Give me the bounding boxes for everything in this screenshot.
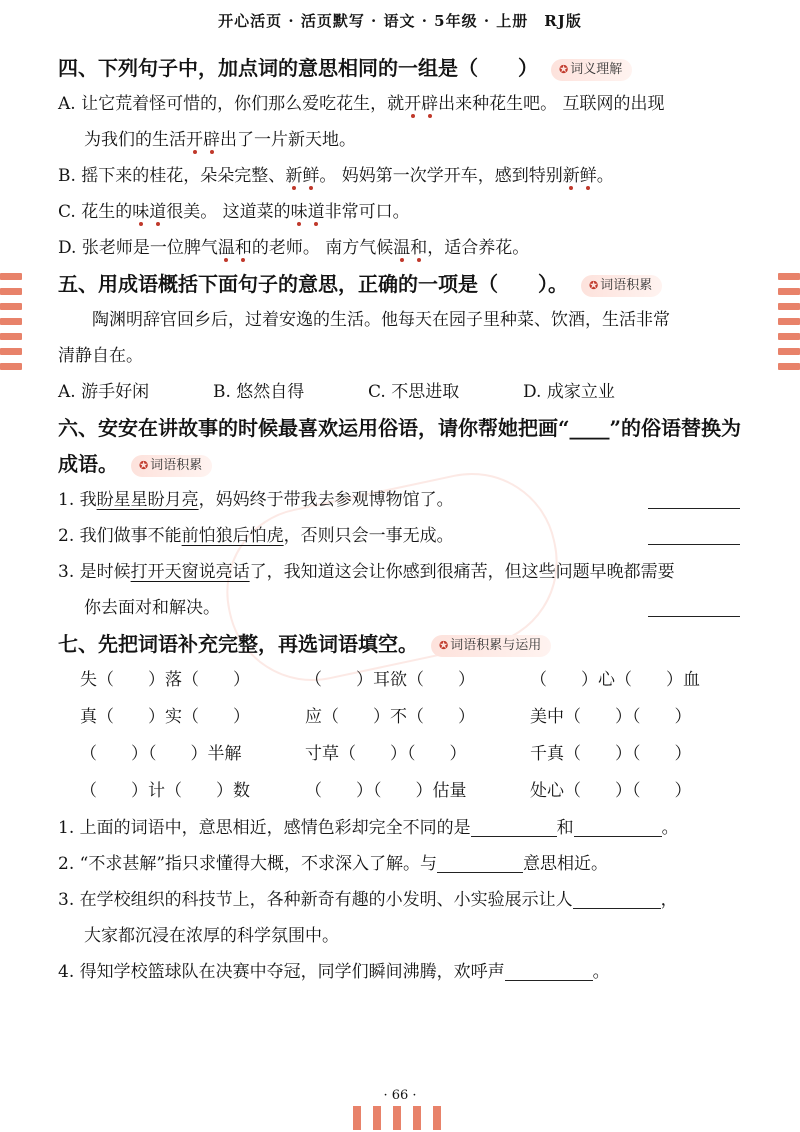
idiom-cell[interactable]: 千真（ ）（ ） bbox=[530, 744, 692, 764]
section-6-tag: ✪ 词语积累 bbox=[131, 455, 212, 477]
answer-blank[interactable] bbox=[471, 814, 557, 837]
emphasis-char: 道 bbox=[149, 202, 167, 222]
section-7-tag: ✪ 词语积累与运用 bbox=[431, 635, 551, 657]
passage-line2: 清静自在。 bbox=[58, 346, 143, 366]
passage-line1: 陶渊明辞官回乡后，过着安逸的生活。他每天在园子里种菜、饮酒，生活非常 bbox=[92, 310, 670, 330]
emphasis-char: 新 bbox=[285, 166, 303, 186]
answer-blank[interactable] bbox=[648, 616, 740, 617]
section-4-title: 四、下列句子中，加点词的意思相同的一组是（ ） ✪ 词义理解 bbox=[58, 50, 748, 86]
idiom-cell[interactable]: 失（ ）落（ ） bbox=[80, 670, 250, 690]
answer-blank[interactable] bbox=[505, 958, 593, 981]
dotted-word bbox=[186, 130, 220, 150]
idiom-cell[interactable]: （ ）心（ ）血 bbox=[530, 670, 700, 690]
emphasis-char: 开 bbox=[404, 94, 422, 114]
answer-blank[interactable] bbox=[648, 544, 740, 545]
s6-question-3: 3. 是时候打开天窗说亮话了，我知道这会让你感到很痛苦，但这些问题早晚都需要 bbox=[58, 562, 675, 582]
s6-question-2: 2. 我们做事不能前怕狼后怕虎，否则只会一事无成。 bbox=[58, 518, 748, 554]
choice-a[interactable]: A. 游手好闲 bbox=[58, 382, 150, 402]
emphasis-char: 新 bbox=[562, 166, 580, 186]
choice-d[interactable]: D. 成家立业 bbox=[523, 382, 615, 402]
s7-question-2: 2. “不求甚解”指只求懂得大概，不求深入了解。与 意思相近。 bbox=[58, 846, 748, 882]
idiom-cell[interactable]: （ ）耳欲（ ） bbox=[305, 670, 475, 690]
dotted-word bbox=[218, 238, 252, 258]
s6-question-1: 1. 我盼星星盼月亮，妈妈终于带我去参观博物馆了。 bbox=[58, 482, 748, 518]
answer-blank[interactable] bbox=[437, 850, 523, 873]
idiom-cell[interactable]: 真（ ）实（ ） bbox=[80, 707, 250, 727]
section-6-title: 六、安安在讲故事的时候最喜欢运用俗语，请你帮她把画“____”的俗语替换为 bbox=[58, 416, 742, 440]
emphasis-char: 和 bbox=[234, 238, 252, 258]
emphasis-char: 道 bbox=[307, 202, 325, 222]
option-c: C. 花生的味道很美。 这道菜的味道非常可口。 bbox=[58, 202, 410, 222]
bottom-margin-marks bbox=[353, 1106, 453, 1130]
section-5-tag: ✪ 词语积累 bbox=[581, 275, 662, 297]
page-header: 开心活页 · 活页默写 · 语文 · 5年级 · 上册 RJ版 bbox=[218, 12, 582, 30]
dotted-word bbox=[285, 166, 319, 186]
section-7-title: 七、先把词语补充完整，再选词语填空。 ✪ 词语积累与运用 bbox=[58, 626, 748, 662]
dotted-word bbox=[404, 94, 438, 114]
worksheet bbox=[58, 50, 748, 990]
section-5-title: 五、用成语概括下面句子的意思，正确的一项是（ ）。 ✪ 词语积累 bbox=[58, 266, 748, 302]
left-margin-marks bbox=[0, 273, 22, 378]
s7-question-1: 1. 上面的词语中，意思相近，感情色彩却完全不同的是 和 。 bbox=[58, 810, 748, 846]
dotted-word bbox=[563, 166, 597, 186]
right-margin-marks bbox=[778, 273, 800, 378]
dotted-word bbox=[393, 238, 427, 258]
star-icon: ✪ bbox=[438, 638, 449, 652]
dotted-word bbox=[291, 202, 325, 222]
emphasis-char: 鲜 bbox=[302, 166, 320, 186]
answer-blank[interactable] bbox=[574, 814, 662, 837]
answer-blank[interactable] bbox=[648, 508, 740, 509]
choice-c[interactable]: C. 不思进取 bbox=[368, 382, 460, 402]
idiom-row bbox=[80, 773, 748, 810]
page-number: · 66 · bbox=[383, 1088, 417, 1103]
emphasis-char: 鲜 bbox=[579, 166, 597, 186]
emphasis-char: 辟 bbox=[203, 130, 220, 150]
option-b: B. 摇下来的桂花，朵朵完整、新鲜。 妈妈第一次学开车，感到特别新鲜。 bbox=[58, 166, 614, 186]
s6-question-3-cont: 你去面对和解决。 bbox=[58, 590, 748, 626]
dotted-word bbox=[132, 202, 166, 222]
emphasis-char: 和 bbox=[410, 238, 428, 258]
idiom-row bbox=[80, 699, 748, 736]
idiom-cell[interactable]: （ ）计（ ）数 bbox=[80, 781, 250, 801]
option-a-line1: A. 让它荒着怪可惜的，你们那么爱吃花生，就开辟出来种花生吧。 互联网的出现 bbox=[58, 94, 665, 114]
idiom-cell[interactable]: （ ）（ ）估量 bbox=[305, 781, 467, 801]
idiom-cell[interactable]: 应（ ）不（ ） bbox=[305, 707, 475, 727]
section-6-title-cont: 成语。 ✪ 词语积累 bbox=[58, 446, 748, 482]
option-d: D. 张老师是一位脾气温和的老师。 南方气候温和，适合养花。 bbox=[58, 238, 530, 258]
idiom-cell[interactable]: 处心（ ）（ ） bbox=[530, 781, 692, 801]
s7-question-3: 3. 在学校组织的科技节上，各种新奇有趣的小发明、小实验展示让人 ， bbox=[58, 882, 748, 918]
star-icon: ✪ bbox=[138, 458, 149, 472]
emphasis-char: 味 bbox=[132, 202, 150, 222]
idiom-cell[interactable]: （ ）（ ）半解 bbox=[80, 744, 242, 764]
s7-question-3-cont: 大家都沉浸在浓厚的科学氛围中。 bbox=[84, 926, 339, 946]
choice-b[interactable]: B. 悠然自得 bbox=[213, 382, 305, 402]
idiom-row bbox=[80, 736, 748, 773]
idiom-grid bbox=[58, 662, 748, 810]
star-icon: ✪ bbox=[588, 278, 599, 292]
star-icon: ✪ bbox=[558, 62, 569, 76]
option-a-line2: 为我们的生活开辟出了一片新天地。 bbox=[84, 130, 356, 150]
emphasis-char: 温 bbox=[393, 238, 411, 258]
emphasis-char: 温 bbox=[217, 238, 235, 258]
idiom-row bbox=[80, 662, 748, 699]
emphasis-char: 开 bbox=[186, 130, 203, 150]
s7-question-4: 4. 得知学校篮球队在决赛中夺冠，同学们瞬间沸腾，欢呼声 。 bbox=[58, 954, 748, 990]
idiom-cell[interactable]: 美中（ ）（ ） bbox=[530, 707, 692, 727]
idiom-cell[interactable]: 寸草（ ）（ ） bbox=[305, 744, 467, 764]
section-5-choices bbox=[58, 374, 748, 410]
section-4-tag: ✪ 词义理解 bbox=[551, 59, 632, 81]
emphasis-char: 辟 bbox=[421, 94, 439, 114]
answer-blank[interactable] bbox=[573, 886, 661, 909]
emphasis-char: 味 bbox=[290, 202, 308, 222]
